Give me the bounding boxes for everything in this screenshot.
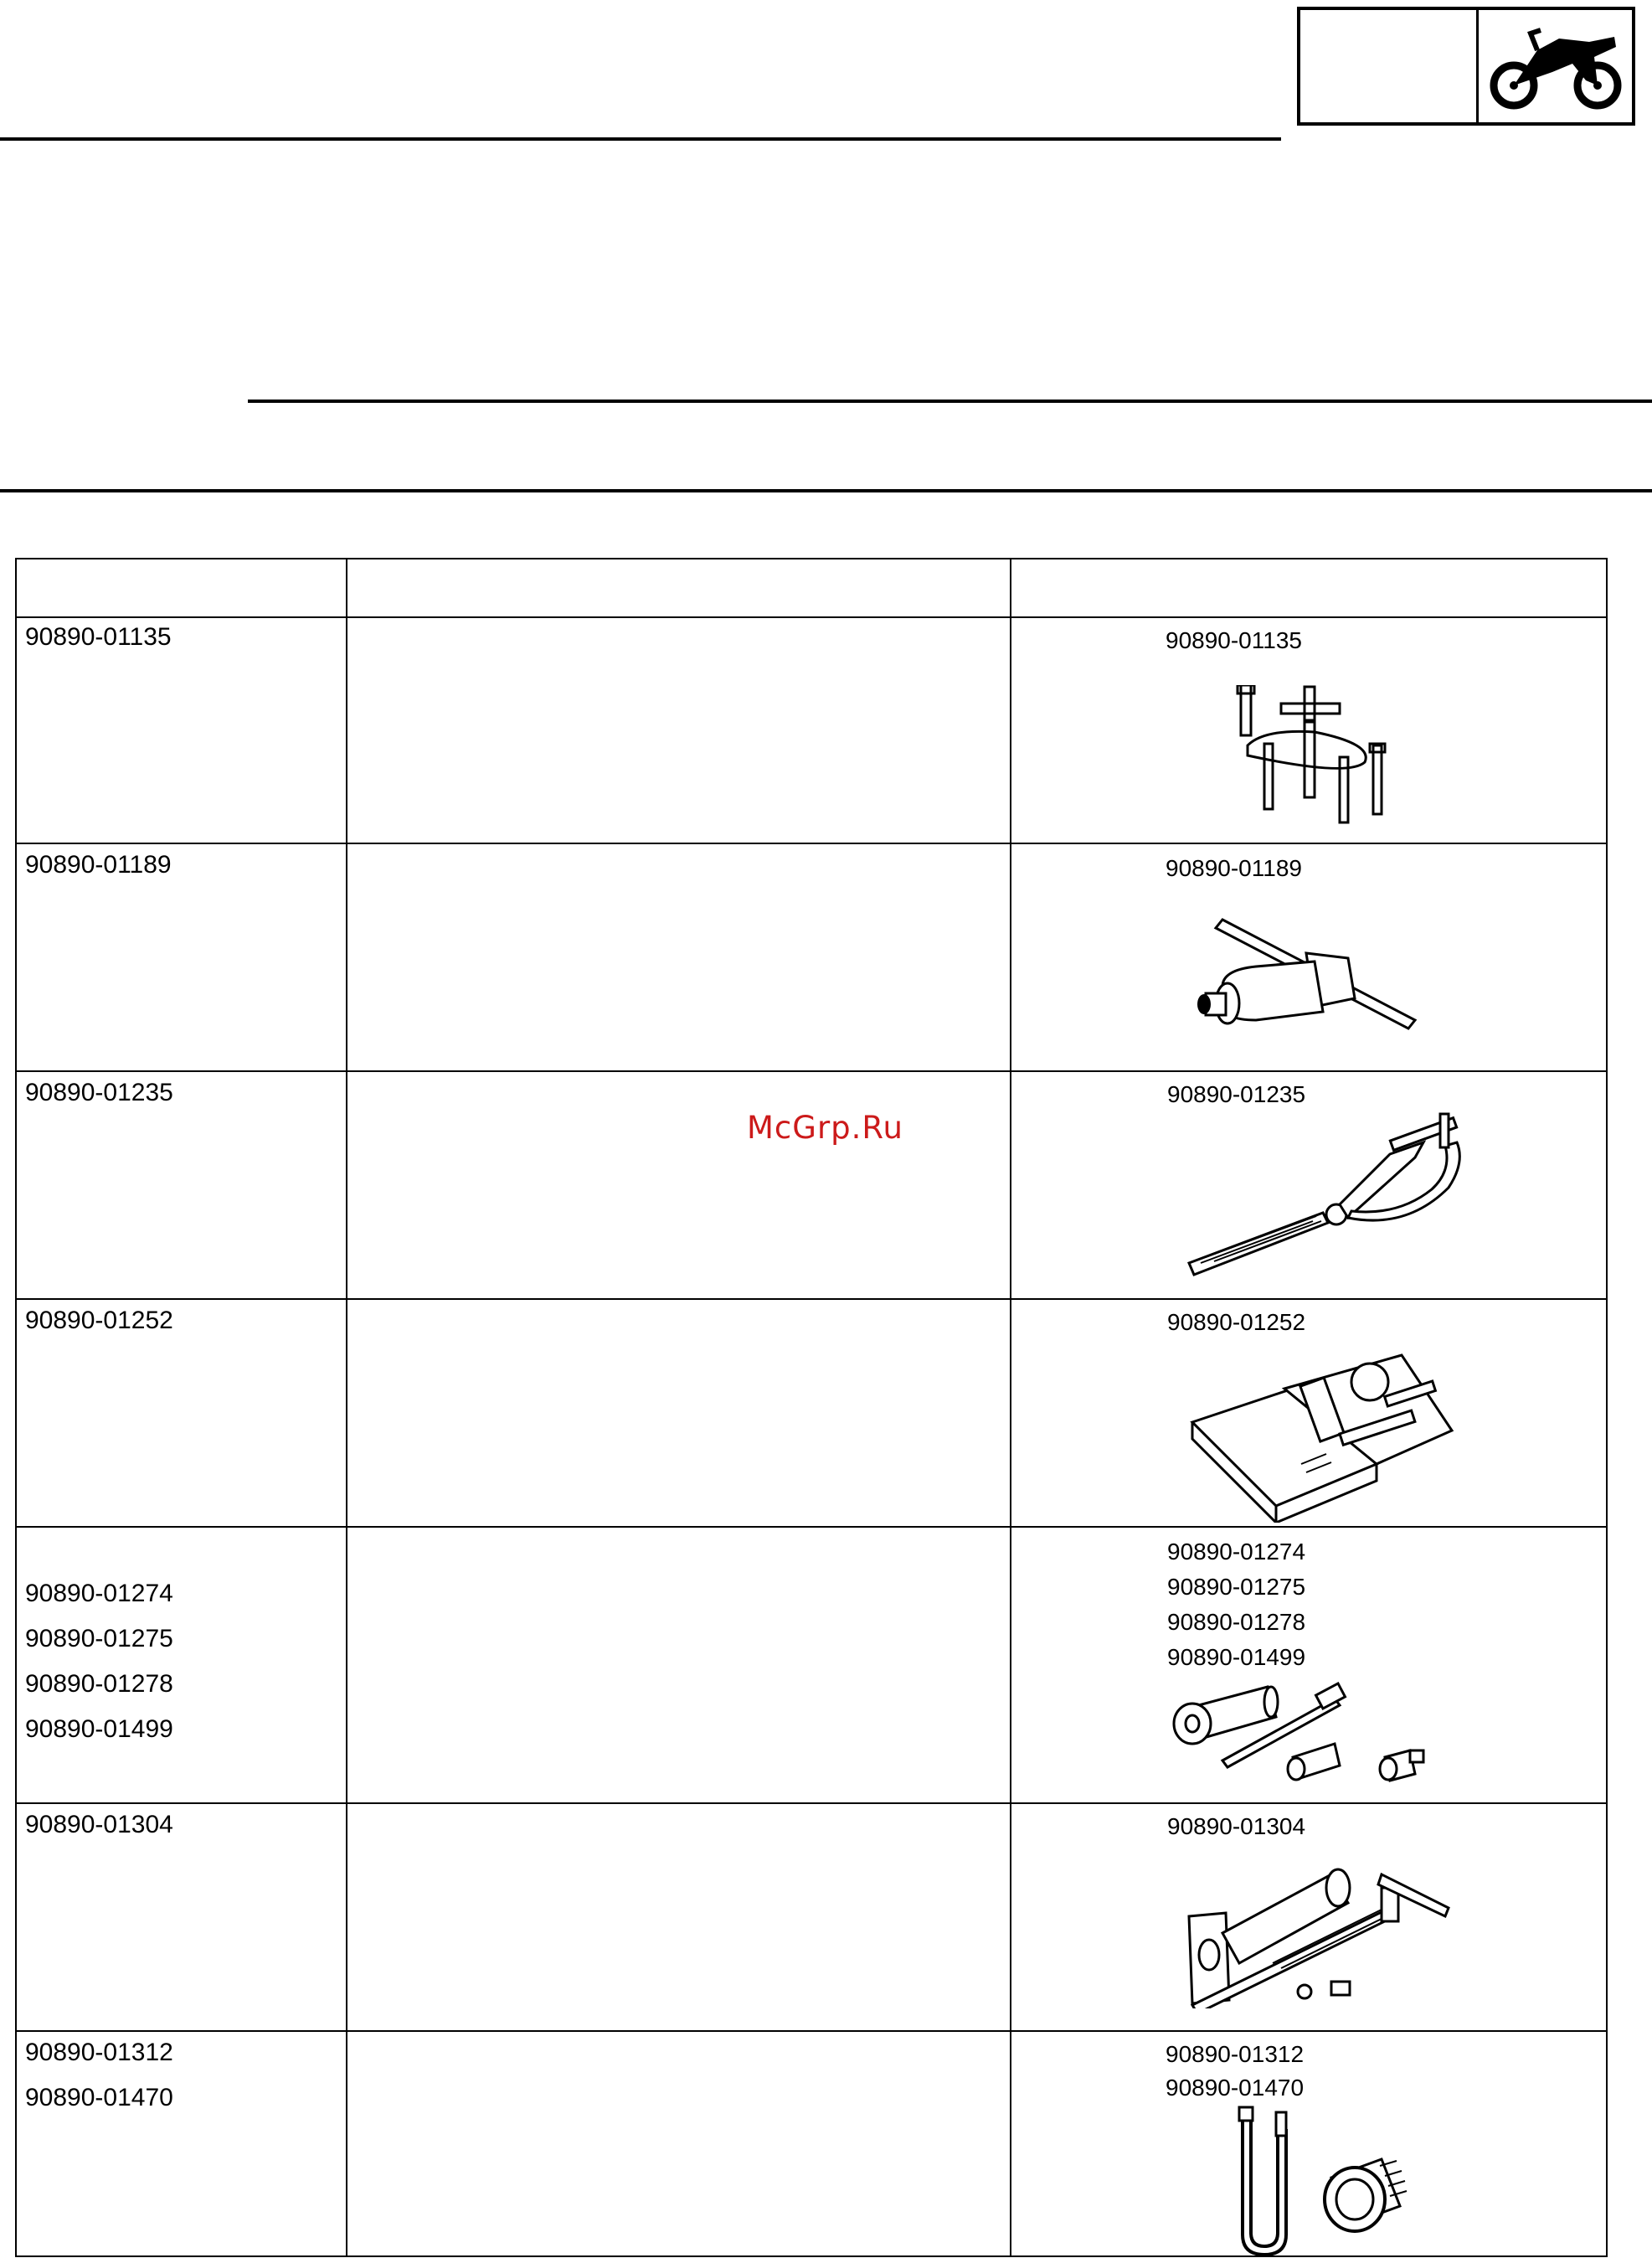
illustration-label: 90890-01252 (1167, 1309, 1306, 1335)
section-rule (248, 400, 1652, 403)
column-divider (346, 559, 347, 2255)
part-number: 90890-01470 (25, 2084, 173, 2111)
illustration-label: 90890-01135 (1166, 627, 1302, 653)
chapter-icon-box (1297, 7, 1635, 126)
row-divider (17, 616, 1606, 618)
row-divider (17, 843, 1606, 844)
part-number: 90890-01274 (25, 1580, 173, 1607)
part-number: 90890-01278 (25, 1670, 173, 1698)
header-rule (0, 137, 1281, 141)
part-number: 90890-01312 (25, 2039, 173, 2066)
section-rule-full (0, 489, 1652, 492)
flywheel-puller-icon (1189, 894, 1457, 1054)
illustration-label: 90890-01499 (1167, 1644, 1306, 1670)
illustration-label: 90890-01275 (1167, 1574, 1306, 1600)
illustration-label: 90890-01470 (1166, 2075, 1305, 2101)
row-divider (17, 1802, 1606, 1804)
part-number: 90890-01189 (25, 851, 172, 879)
part-number: 90890-01252 (25, 1307, 173, 1334)
puller-icon (1214, 685, 1398, 827)
illustration-label: 90890-01312 (1166, 2041, 1305, 2067)
part-number: 90890-01235 (25, 1079, 173, 1106)
icon-box-divider (1476, 10, 1479, 122)
dial-gauge-kit-icon (1176, 1338, 1469, 1523)
special-tools-table (15, 558, 1608, 2257)
piston-pin-puller-icon (1172, 1841, 1474, 2008)
watermark-text: McGrp.Ru (747, 1110, 903, 1146)
motorcycle-icon (1489, 22, 1627, 116)
column-divider (1010, 559, 1011, 2255)
illustration-label: 90890-01274 (1167, 1539, 1306, 1565)
illustration-label: 90890-01304 (1167, 1813, 1306, 1839)
rotor-holder-icon (1172, 1095, 1507, 1288)
row-divider (17, 1070, 1606, 1072)
row-divider (17, 2030, 1606, 2032)
illustration-label: 90890-01235 (1167, 1081, 1306, 1107)
part-number: 90890-01499 (25, 1715, 173, 1743)
part-number: 90890-01304 (25, 1811, 173, 1838)
part-number: 90890-01135 (25, 623, 172, 651)
fuel-level-gauge-icon (1231, 2101, 1432, 2255)
crankshaft-installer-icon (1159, 1673, 1469, 1799)
illustration-label: 90890-01189 (1166, 855, 1302, 881)
row-divider (17, 1526, 1606, 1528)
illustration-label: 90890-01278 (1167, 1609, 1306, 1635)
part-number: 90890-01275 (25, 1625, 173, 1652)
row-divider (17, 1298, 1606, 1300)
